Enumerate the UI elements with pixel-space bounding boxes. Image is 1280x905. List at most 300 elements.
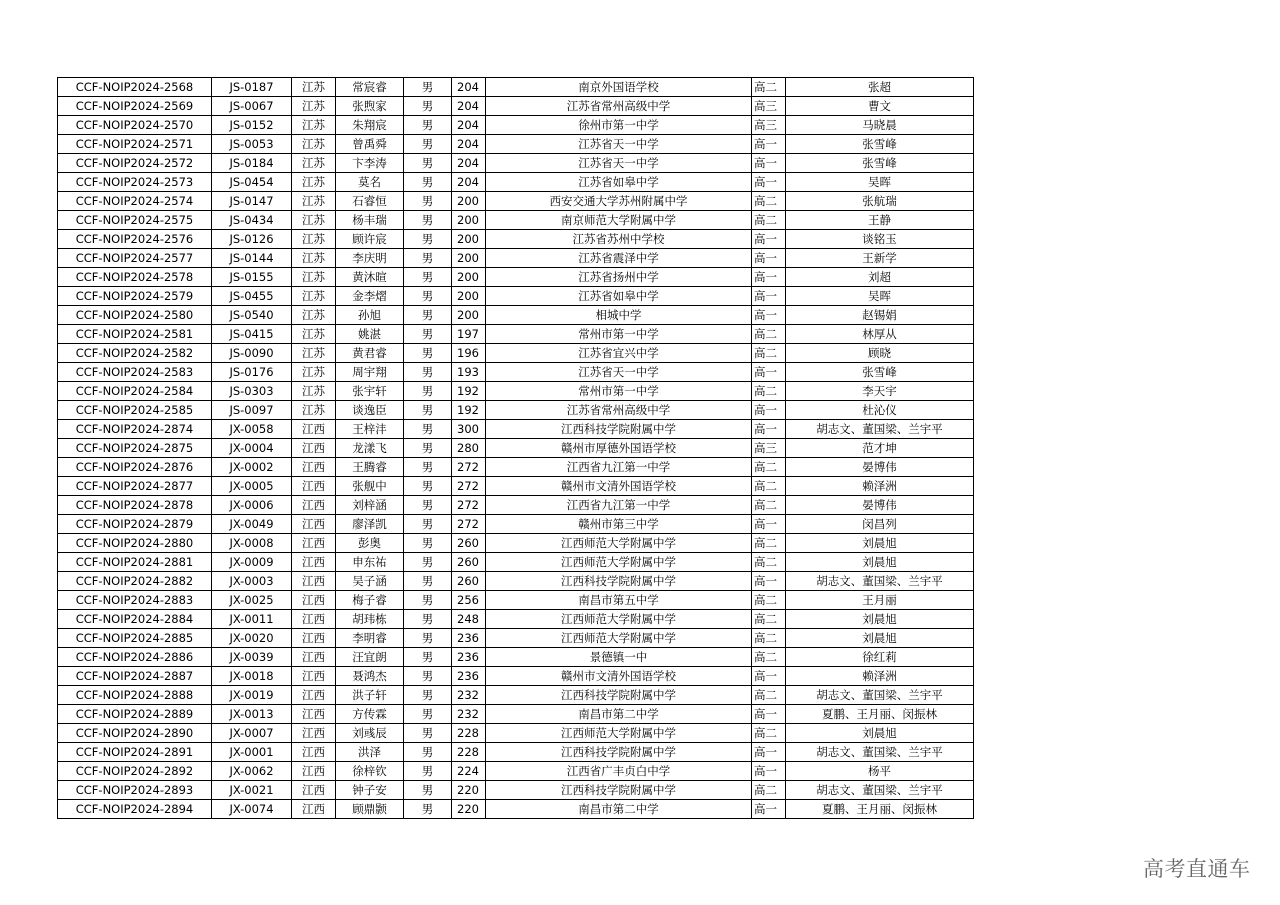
contest-id-cell: CCF-NOIP2024-2877 [58,477,212,496]
contest-id-cell: CCF-NOIP2024-2890 [58,724,212,743]
province-cell: 江西 [292,629,336,648]
name-cell: 周宇翔 [336,363,404,382]
teacher-cell: 夏鹏、王月丽、闵振林 [786,705,974,724]
table-body [58,78,974,819]
school-cell: 赣州市文清外国语学校 [486,667,752,686]
score-cell: 200 [452,192,486,211]
score-cell: 200 [452,268,486,287]
province-cell: 江苏 [292,154,336,173]
school-cell: 南昌市第五中学 [486,591,752,610]
province-cell: 江西 [292,724,336,743]
contest-id-cell: CCF-NOIP2024-2581 [58,325,212,344]
province-cell: 江苏 [292,363,336,382]
grade-cell: 高二 [752,629,786,648]
name-cell: 吴子涵 [336,572,404,591]
name-cell: 姚湛 [336,325,404,344]
province-cell: 江西 [292,420,336,439]
school-cell: 江苏省苏州中学校 [486,230,752,249]
gender-cell: 男 [404,610,452,629]
candidate-id-cell: JS-0097 [212,401,292,420]
gender-cell: 男 [404,648,452,667]
score-cell: 272 [452,515,486,534]
contest-id-cell: CCF-NOIP2024-2893 [58,781,212,800]
table-row [58,363,974,382]
gender-cell: 男 [404,800,452,819]
teacher-cell: 晏博伟 [786,458,974,477]
teacher-cell: 张航瑞 [786,192,974,211]
grade-cell: 高二 [752,382,786,401]
teacher-cell: 闵昌列 [786,515,974,534]
table-row [58,420,974,439]
score-cell: 192 [452,401,486,420]
name-cell: 卞李涛 [336,154,404,173]
grade-cell: 高三 [752,439,786,458]
grade-cell: 高二 [752,344,786,363]
teacher-cell: 晏博伟 [786,496,974,515]
score-cell: 193 [452,363,486,382]
table-row [58,800,974,819]
score-cell: 236 [452,648,486,667]
score-cell: 204 [452,78,486,97]
table-row [58,553,974,572]
teacher-cell: 夏鹏、王月丽、闵振林 [786,800,974,819]
score-cell: 228 [452,724,486,743]
grade-cell: 高二 [752,496,786,515]
school-cell: 江西科技学院附属中学 [486,781,752,800]
candidate-id-cell: JX-0002 [212,458,292,477]
province-cell: 江西 [292,705,336,724]
name-cell: 洪泽 [336,743,404,762]
teacher-cell: 王静 [786,211,974,230]
score-cell: 200 [452,306,486,325]
grade-cell: 高三 [752,97,786,116]
gender-cell: 男 [404,192,452,211]
teacher-cell: 胡志文、董国梁、兰宇平 [786,781,974,800]
gender-cell: 男 [404,591,452,610]
candidate-id-cell: JX-0025 [212,591,292,610]
candidate-id-cell: JS-0184 [212,154,292,173]
gender-cell: 男 [404,249,452,268]
contest-id-cell: CCF-NOIP2024-2875 [58,439,212,458]
grade-cell: 高二 [752,477,786,496]
grade-cell: 高一 [752,135,786,154]
contest-id-cell: CCF-NOIP2024-2570 [58,116,212,135]
gender-cell: 男 [404,154,452,173]
table-row [58,572,974,591]
table-row [58,306,974,325]
school-cell: 江苏省天一中学 [486,363,752,382]
name-cell: 梅子睿 [336,591,404,610]
table-row [58,667,974,686]
grade-cell: 高一 [752,401,786,420]
grade-cell: 高一 [752,249,786,268]
contest-id-cell: CCF-NOIP2024-2584 [58,382,212,401]
candidate-id-cell: JS-0053 [212,135,292,154]
name-cell: 杨丰瑞 [336,211,404,230]
contest-id-cell: CCF-NOIP2024-2585 [58,401,212,420]
gender-cell: 男 [404,211,452,230]
province-cell: 江西 [292,439,336,458]
grade-cell: 高二 [752,211,786,230]
teacher-cell: 胡志文、董国梁、兰宇平 [786,686,974,705]
school-cell: 南昌市第二中学 [486,800,752,819]
score-cell: 280 [452,439,486,458]
score-cell: 300 [452,420,486,439]
table-row [58,534,974,553]
gender-cell: 男 [404,572,452,591]
grade-cell: 高一 [752,705,786,724]
name-cell: 张宇轩 [336,382,404,401]
province-cell: 江西 [292,458,336,477]
school-cell: 赣州市第三中学 [486,515,752,534]
grade-cell: 高二 [752,781,786,800]
contest-id-cell: CCF-NOIP2024-2574 [58,192,212,211]
candidate-id-cell: JX-0058 [212,420,292,439]
province-cell: 江苏 [292,135,336,154]
name-cell: 孙旭 [336,306,404,325]
grade-cell: 高一 [752,363,786,382]
teacher-cell: 张超 [786,78,974,97]
teacher-cell: 马晓晨 [786,116,974,135]
name-cell: 洪子轩 [336,686,404,705]
contest-id-cell: CCF-NOIP2024-2894 [58,800,212,819]
school-cell: 江西科技学院附属中学 [486,686,752,705]
table-row [58,610,974,629]
teacher-cell: 张雪峰 [786,363,974,382]
teacher-cell: 刘晨旭 [786,610,974,629]
contest-id-cell: CCF-NOIP2024-2579 [58,287,212,306]
table-row [58,515,974,534]
grade-cell: 高一 [752,743,786,762]
contest-id-cell: CCF-NOIP2024-2569 [58,97,212,116]
gender-cell: 男 [404,743,452,762]
province-cell: 江西 [292,686,336,705]
score-cell: 200 [452,287,486,306]
school-cell: 徐州市第一中学 [486,116,752,135]
school-cell: 江西省九江第一中学 [486,458,752,477]
contest-id-cell: CCF-NOIP2024-2874 [58,420,212,439]
table-row [58,762,974,781]
table-row [58,192,974,211]
name-cell: 聂鸿杰 [336,667,404,686]
candidate-id-cell: JX-0009 [212,553,292,572]
grade-cell: 高二 [752,686,786,705]
candidate-id-cell: JX-0013 [212,705,292,724]
score-cell: 232 [452,686,486,705]
school-cell: 西安交通大学苏州附属中学 [486,192,752,211]
teacher-cell: 刘晨旭 [786,724,974,743]
name-cell: 申东祐 [336,553,404,572]
grade-cell: 高二 [752,458,786,477]
grade-cell: 高一 [752,667,786,686]
gender-cell: 男 [404,116,452,135]
gender-cell: 男 [404,553,452,572]
school-cell: 景德镇一中 [486,648,752,667]
province-cell: 江苏 [292,268,336,287]
name-cell: 黄沐暄 [336,268,404,287]
table-row [58,325,974,344]
teacher-cell: 张雪峰 [786,154,974,173]
candidate-id-cell: JX-0074 [212,800,292,819]
contest-id-cell: CCF-NOIP2024-2885 [58,629,212,648]
contest-id-cell: CCF-NOIP2024-2578 [58,268,212,287]
gender-cell: 男 [404,458,452,477]
gender-cell: 男 [404,230,452,249]
candidate-id-cell: JS-0176 [212,363,292,382]
grade-cell: 高二 [752,610,786,629]
contest-id-cell: CCF-NOIP2024-2568 [58,78,212,97]
table-row [58,781,974,800]
contest-id-cell: CCF-NOIP2024-2887 [58,667,212,686]
school-cell: 相城中学 [486,306,752,325]
score-cell: 196 [452,344,486,363]
teacher-cell: 徐红莉 [786,648,974,667]
contest-id-cell: CCF-NOIP2024-2576 [58,230,212,249]
name-cell: 曾禹舜 [336,135,404,154]
gender-cell: 男 [404,268,452,287]
contest-id-cell: CCF-NOIP2024-2880 [58,534,212,553]
name-cell: 徐梓钦 [336,762,404,781]
province-cell: 江苏 [292,116,336,135]
gender-cell: 男 [404,439,452,458]
candidate-id-cell: JX-0020 [212,629,292,648]
school-cell: 南昌市第二中学 [486,705,752,724]
candidate-id-cell: JS-0144 [212,249,292,268]
teacher-cell: 吴晖 [786,287,974,306]
name-cell: 钟子安 [336,781,404,800]
school-cell: 江西师范大学附属中学 [486,610,752,629]
grade-cell: 高一 [752,173,786,192]
teacher-cell: 胡志文、董国梁、兰宇平 [786,572,974,591]
province-cell: 江西 [292,515,336,534]
score-cell: 272 [452,477,486,496]
table-row [58,496,974,515]
gender-cell: 男 [404,78,452,97]
school-cell: 南京师范大学附属中学 [486,211,752,230]
name-cell: 谈逸臣 [336,401,404,420]
teacher-cell: 张雪峰 [786,135,974,154]
name-cell: 常宸睿 [336,78,404,97]
province-cell: 江苏 [292,249,336,268]
province-cell: 江西 [292,553,336,572]
grade-cell: 高一 [752,287,786,306]
score-cell: 204 [452,97,486,116]
candidate-id-cell: JS-0126 [212,230,292,249]
name-cell: 胡玮栋 [336,610,404,629]
gender-cell: 男 [404,667,452,686]
contest-id-cell: CCF-NOIP2024-2888 [58,686,212,705]
name-cell: 张舰中 [336,477,404,496]
province-cell: 江苏 [292,230,336,249]
gender-cell: 男 [404,781,452,800]
school-cell: 江西省九江第一中学 [486,496,752,515]
contest-id-cell: CCF-NOIP2024-2889 [58,705,212,724]
school-cell: 赣州市厚德外国语学校 [486,439,752,458]
province-cell: 江西 [292,534,336,553]
name-cell: 朱翔宸 [336,116,404,135]
school-cell: 赣州市文清外国语学校 [486,477,752,496]
table-row [58,724,974,743]
candidate-id-cell: JS-0434 [212,211,292,230]
province-cell: 江西 [292,496,336,515]
table-row [58,249,974,268]
score-cell: 204 [452,154,486,173]
school-cell: 江苏省常州高级中学 [486,97,752,116]
teacher-cell: 王月丽 [786,591,974,610]
table-row [58,116,974,135]
name-cell: 龙漾飞 [336,439,404,458]
table-row [58,686,974,705]
table-row [58,458,974,477]
name-cell: 金李熠 [336,287,404,306]
name-cell: 顾许宸 [336,230,404,249]
school-cell: 江苏省常州高级中学 [486,401,752,420]
province-cell: 江苏 [292,78,336,97]
teacher-cell: 杨平 [786,762,974,781]
gender-cell: 男 [404,306,452,325]
teacher-cell: 杜沁仪 [786,401,974,420]
gender-cell: 男 [404,325,452,344]
teacher-cell: 范才坤 [786,439,974,458]
candidate-id-cell: JX-0006 [212,496,292,515]
table-row [58,591,974,610]
candidate-id-cell: JS-0067 [212,97,292,116]
score-cell: 236 [452,667,486,686]
table-row [58,705,974,724]
candidate-id-cell: JX-0001 [212,743,292,762]
contest-id-cell: CCF-NOIP2024-2580 [58,306,212,325]
score-cell: 200 [452,230,486,249]
province-cell: 江苏 [292,287,336,306]
candidate-id-cell: JX-0049 [212,515,292,534]
contest-id-cell: CCF-NOIP2024-2575 [58,211,212,230]
score-cell: 220 [452,781,486,800]
score-cell: 204 [452,116,486,135]
candidate-id-cell: JX-0019 [212,686,292,705]
province-cell: 江西 [292,477,336,496]
score-cell: 197 [452,325,486,344]
table-row [58,211,974,230]
table-row [58,401,974,420]
score-cell: 228 [452,743,486,762]
teacher-cell: 刘晨旭 [786,534,974,553]
candidate-id-cell: JS-0415 [212,325,292,344]
grade-cell: 高一 [752,268,786,287]
school-cell: 江苏省天一中学 [486,135,752,154]
gender-cell: 男 [404,287,452,306]
gender-cell: 男 [404,135,452,154]
score-cell: 232 [452,705,486,724]
gender-cell: 男 [404,363,452,382]
name-cell: 李庆明 [336,249,404,268]
score-cell: 272 [452,496,486,515]
table-row [58,268,974,287]
contest-id-cell: CCF-NOIP2024-2892 [58,762,212,781]
grade-cell: 高二 [752,648,786,667]
province-cell: 江西 [292,781,336,800]
teacher-cell: 胡志文、董国梁、兰宇平 [786,743,974,762]
school-cell: 南京外国语学校 [486,78,752,97]
province-cell: 江西 [292,591,336,610]
watermark-text: 高考直通车 [1143,857,1251,881]
contest-id-cell: CCF-NOIP2024-2571 [58,135,212,154]
province-cell: 江苏 [292,211,336,230]
school-cell: 江西科技学院附属中学 [486,572,752,591]
school-cell: 常州市第一中学 [486,325,752,344]
name-cell: 石睿恒 [336,192,404,211]
gender-cell: 男 [404,534,452,553]
name-cell: 王腾睿 [336,458,404,477]
candidate-id-cell: JX-0062 [212,762,292,781]
grade-cell: 高二 [752,591,786,610]
school-cell: 江苏省如皋中学 [486,287,752,306]
teacher-cell: 刘超 [786,268,974,287]
grade-cell: 高二 [752,325,786,344]
table-row [58,230,974,249]
table-row [58,344,974,363]
name-cell: 彭奥 [336,534,404,553]
grade-cell: 高二 [752,724,786,743]
teacher-cell: 李天宇 [786,382,974,401]
province-cell: 江苏 [292,401,336,420]
gender-cell: 男 [404,401,452,420]
school-cell: 江苏省震泽中学 [486,249,752,268]
province-cell: 江西 [292,800,336,819]
school-cell: 江苏省如皋中学 [486,173,752,192]
score-cell: 236 [452,629,486,648]
grade-cell: 高二 [752,534,786,553]
gender-cell: 男 [404,382,452,401]
contest-id-cell: CCF-NOIP2024-2582 [58,344,212,363]
name-cell: 廖泽凯 [336,515,404,534]
grade-cell: 高二 [752,78,786,97]
table-row [58,78,974,97]
school-cell: 江西省广丰贞白中学 [486,762,752,781]
contest-id-cell: CCF-NOIP2024-2881 [58,553,212,572]
table-row [58,154,974,173]
score-cell: 200 [452,211,486,230]
teacher-cell: 赵锡娟 [786,306,974,325]
candidate-id-cell: JX-0005 [212,477,292,496]
teacher-cell: 谈铭玉 [786,230,974,249]
grade-cell: 高一 [752,762,786,781]
school-cell: 江西科技学院附属中学 [486,420,752,439]
candidate-id-cell: JS-0454 [212,173,292,192]
school-cell: 江西师范大学附属中学 [486,553,752,572]
school-cell: 江苏省宜兴中学 [486,344,752,363]
contest-id-cell: CCF-NOIP2024-2876 [58,458,212,477]
contest-id-cell: CCF-NOIP2024-2572 [58,154,212,173]
score-cell: 260 [452,553,486,572]
grade-cell: 高二 [752,192,786,211]
score-cell: 204 [452,135,486,154]
gender-cell: 男 [404,629,452,648]
table-row [58,629,974,648]
candidate-id-cell: JS-0540 [212,306,292,325]
score-cell: 192 [452,382,486,401]
gender-cell: 男 [404,724,452,743]
province-cell: 江西 [292,572,336,591]
teacher-cell: 赖泽洲 [786,667,974,686]
name-cell: 张煦家 [336,97,404,116]
score-cell: 204 [452,173,486,192]
score-cell: 248 [452,610,486,629]
province-cell: 江西 [292,762,336,781]
school-cell: 江西师范大学附属中学 [486,534,752,553]
name-cell: 王梓沣 [336,420,404,439]
province-cell: 江西 [292,743,336,762]
teacher-cell: 吴晖 [786,173,974,192]
